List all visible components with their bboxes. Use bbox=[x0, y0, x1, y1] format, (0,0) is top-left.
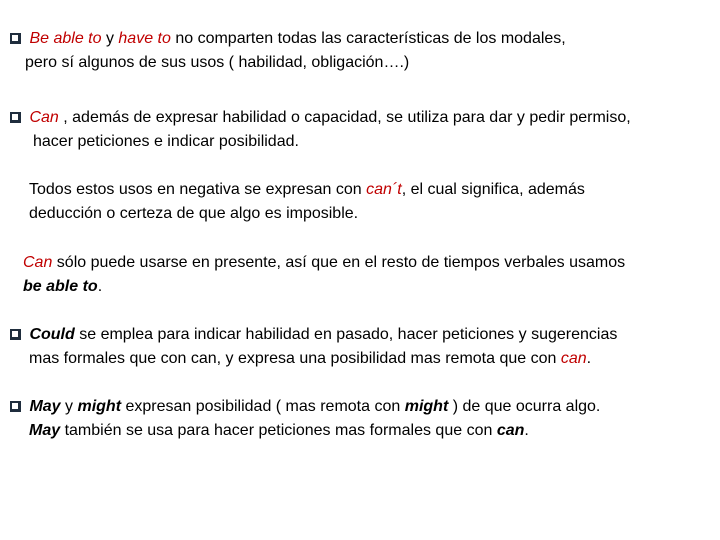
term-may: May bbox=[29, 398, 61, 415]
checkbox-bullet-icon bbox=[10, 329, 21, 340]
term-might: might bbox=[77, 398, 122, 415]
paragraph-text: , el cual significa, además bbox=[401, 181, 585, 198]
paragraph-may-might-line1 bbox=[10, 395, 600, 419]
term-might: might bbox=[404, 398, 449, 415]
paragraph-may-might-line2 bbox=[29, 419, 529, 443]
paragraph-text: . bbox=[97, 278, 103, 295]
paragraph-text: pero sí algunos de sus usos ( habilidad, obligación….) bbox=[25, 54, 410, 71]
checkbox-bullet-icon bbox=[10, 112, 21, 123]
paragraph-can-present-line1 bbox=[23, 251, 625, 275]
paragraph-cant-line2 bbox=[29, 202, 358, 226]
paragraph-can-line1 bbox=[10, 106, 631, 130]
term-can: Can bbox=[23, 254, 53, 271]
paragraph-text: expresan posibilidad ( mas remota con bbox=[121, 398, 405, 415]
term-can: Can bbox=[29, 109, 59, 126]
paragraph-text: ) de que ocurra algo. bbox=[448, 398, 601, 415]
paragraph-could-line1 bbox=[10, 323, 617, 347]
paragraph-text: sólo puede usarse en presente, así que en el resto de tiempos verbales usamos bbox=[52, 254, 626, 271]
paragraph-text: también se usa para hacer peticiones mas formales que con bbox=[60, 422, 497, 439]
paragraph-text: deducción o certeza de que algo es imposible. bbox=[29, 205, 359, 222]
paragraph-could-line2 bbox=[29, 347, 591, 371]
term-be-able-to: Be able to bbox=[29, 30, 102, 47]
paragraph-text: no comparten todas las características de los modales, bbox=[170, 30, 566, 47]
connector-text: y bbox=[60, 398, 78, 415]
term-could: Could bbox=[29, 326, 75, 343]
paragraph-text: hacer peticiones e indicar posibilidad. bbox=[33, 133, 299, 150]
term-can: can bbox=[560, 350, 587, 367]
paragraph-text: mas formales que con can, y expresa una posibilidad mas remota que con bbox=[29, 350, 561, 367]
paragraph-text: Todos estos usos en negativa se expresan con bbox=[29, 181, 367, 198]
term-have-to: have to bbox=[118, 30, 171, 47]
checkbox-bullet-icon bbox=[10, 401, 21, 412]
term-cant: can´t bbox=[366, 181, 402, 198]
paragraph-be-able-to-line1 bbox=[10, 27, 566, 51]
term-be-able-to: be able to bbox=[23, 278, 98, 295]
connector-text: y bbox=[101, 30, 119, 47]
term-can: can bbox=[496, 422, 525, 439]
checkbox-bullet-icon bbox=[10, 33, 21, 44]
paragraph-can-present-line2 bbox=[23, 275, 102, 299]
paragraph-be-able-to-line2 bbox=[25, 51, 409, 75]
paragraph-cant-line1 bbox=[29, 178, 585, 202]
paragraph-text: , además de expresar habilidad o capacidad, se utiliza para dar y pedir permiso, bbox=[58, 109, 631, 126]
paragraph-text: . bbox=[586, 350, 592, 367]
term-may: May bbox=[29, 422, 61, 439]
paragraph-text: se emplea para indicar habilidad en pasado, hacer peticiones y sugerencias bbox=[74, 326, 618, 343]
paragraph-text: . bbox=[524, 422, 529, 439]
paragraph-can-line2 bbox=[33, 130, 299, 154]
